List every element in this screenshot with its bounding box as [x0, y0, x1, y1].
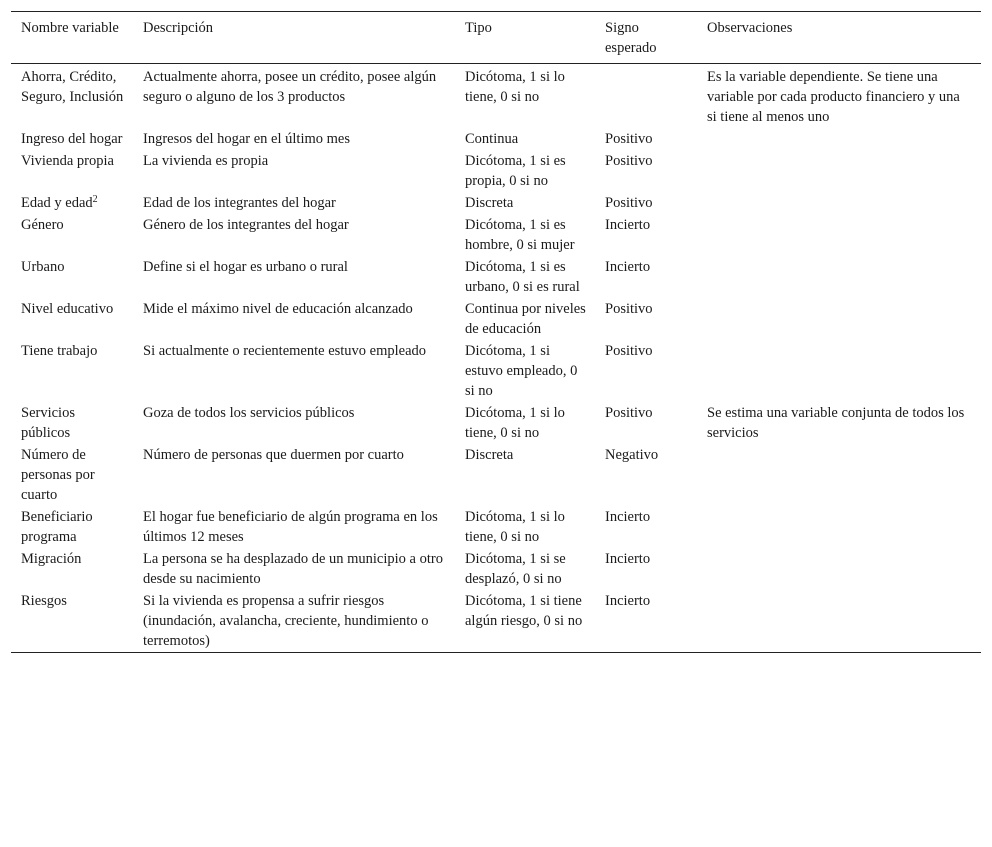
cell-description: Define si el hogar es urbano o rural	[143, 259, 348, 275]
cell-type: Dicótoma, 1 si lo tiene, 0 si no	[465, 405, 565, 441]
cell-description: Si la vivienda es propensa a sufrir riesgos (inundación, avalancha, creciente, hundimiento o terremotos)	[143, 593, 429, 649]
table-row	[11, 402, 981, 444]
cell-observations	[697, 506, 981, 548]
cell-variable-name: Riesgos	[21, 593, 67, 609]
cell-observations	[697, 128, 981, 150]
cell-type: Dicótoma, 1 si es propia, 0 si no	[465, 153, 566, 189]
table-row	[11, 64, 981, 129]
cell-description: Mide el máximo nivel de educación alcanzado	[143, 301, 413, 317]
cell-variable-name: Vivienda propia	[21, 153, 114, 169]
cell-type: Discreta	[465, 195, 514, 211]
superscript: 2	[92, 194, 98, 205]
cell-type: Discreta	[465, 447, 514, 463]
cell-description: Edad de los integrantes del hogar	[143, 195, 336, 211]
cell-variable-name: Migración	[21, 551, 82, 567]
cell-variable-name: Servicios públicos	[21, 405, 75, 441]
cell-type: Dicótoma, 1 si tiene algún riesgo, 0 si no	[465, 593, 583, 629]
cell-observations: Se estima una variable conjunta de todos los servicios	[707, 405, 965, 441]
cell-type: Dicótoma, 1 si lo tiene, 0 si no	[465, 69, 565, 105]
cell-expected-sign: Positivo	[605, 153, 653, 169]
cell-variable-name: Urbano	[21, 259, 65, 275]
cell-description: Número de personas que duermen por cuarto	[143, 447, 404, 463]
table-row	[11, 340, 981, 402]
cell-expected-sign: Positivo	[605, 301, 653, 317]
cell-observations: Es la variable dependiente. Se tiene una variable por cada producto financiero y una si tiene al menos uno	[707, 69, 960, 125]
cell-type: Dicótoma, 1 si lo tiene, 0 si no	[465, 509, 565, 545]
variables-table-container	[11, 11, 981, 653]
table-row	[11, 590, 981, 653]
cell-description: Género de los integrantes del hogar	[143, 217, 349, 233]
cell-expected-sign: Incierto	[605, 551, 651, 567]
cell-description: Si actualmente o recientemente estuvo empleado	[143, 343, 427, 359]
cell-observations	[697, 192, 981, 214]
cell-expected-sign: Incierto	[605, 259, 651, 275]
cell-variable-name: Género	[21, 217, 64, 233]
table-row	[11, 506, 981, 548]
cell-expected-sign: Positivo	[605, 195, 653, 211]
cell-observations	[697, 444, 981, 506]
header-nombre-variable: Nombre variable	[21, 20, 119, 36]
cell-type: Continua por niveles de educación	[465, 301, 586, 337]
variables-table	[11, 11, 981, 653]
cell-variable-name: Tiene trabajo	[21, 343, 98, 359]
cell-expected-sign: Incierto	[605, 593, 651, 609]
cell-variable-name: Ingreso del hogar	[21, 131, 123, 147]
cell-type: Continua	[465, 131, 519, 147]
cell-variable-name: Ahorra, Crédito, Seguro, Inclusión	[21, 69, 124, 105]
cell-observations	[697, 150, 981, 192]
cell-type: Dicótoma, 1 si es hombre, 0 si mujer	[465, 217, 575, 253]
cell-expected-sign: Negativo	[605, 447, 659, 463]
table-row	[11, 192, 981, 214]
cell-description: Goza de todos los servicios públicos	[143, 405, 355, 421]
cell-expected-sign: Incierto	[605, 509, 651, 525]
cell-observations	[697, 590, 981, 653]
cell-variable-name: Beneficiario programa	[21, 509, 93, 545]
table-row	[11, 150, 981, 192]
cell-type: Dicótoma, 1 si se desplazó, 0 si no	[465, 551, 566, 587]
table-row	[11, 548, 981, 590]
cell-observations	[697, 548, 981, 590]
cell-expected-sign: Positivo	[605, 343, 653, 359]
header-signo-esperado: Signo esperado	[605, 20, 657, 56]
cell-expected-sign: Positivo	[605, 405, 653, 421]
cell-observations	[697, 298, 981, 340]
table-row	[11, 214, 981, 256]
cell-variable-name: Nivel educativo	[21, 301, 114, 317]
cell-type: Dicótoma, 1 si es urbano, 0 si es rural	[465, 259, 580, 295]
table-row	[11, 256, 981, 298]
cell-description: El hogar fue beneficiario de algún programa en los últimos 12 meses	[143, 509, 438, 545]
cell-expected-sign: Positivo	[605, 131, 653, 147]
header-tipo: Tipo	[465, 20, 492, 36]
cell-variable-name	[11, 192, 133, 214]
header-descripcion: Descripción	[143, 20, 214, 36]
cell-expected-sign: Incierto	[605, 217, 651, 233]
table-row	[11, 128, 981, 150]
table-header-row	[11, 12, 981, 64]
cell-observations	[697, 214, 981, 256]
table-row	[11, 298, 981, 340]
cell-description: La persona se ha desplazado de un municipio a otro desde su nacimiento	[143, 551, 443, 587]
cell-expected-sign	[595, 64, 697, 129]
cell-description: La vivienda es propia	[143, 153, 269, 169]
cell-description: Actualmente ahorra, posee un crédito, posee algún seguro o alguno de los 3 productos	[143, 69, 437, 105]
cell-description: Ingresos del hogar en el último mes	[143, 131, 350, 147]
cell-observations	[697, 340, 981, 402]
cell-observations	[697, 256, 981, 298]
header-observaciones: Observaciones	[707, 20, 793, 36]
variable-name-text: Edad y edad	[21, 195, 93, 211]
table-row	[11, 444, 981, 506]
cell-variable-name: Número de personas por cuarto	[21, 447, 95, 503]
cell-type: Dicótoma, 1 si estuvo empleado, 0 si no	[465, 343, 578, 399]
